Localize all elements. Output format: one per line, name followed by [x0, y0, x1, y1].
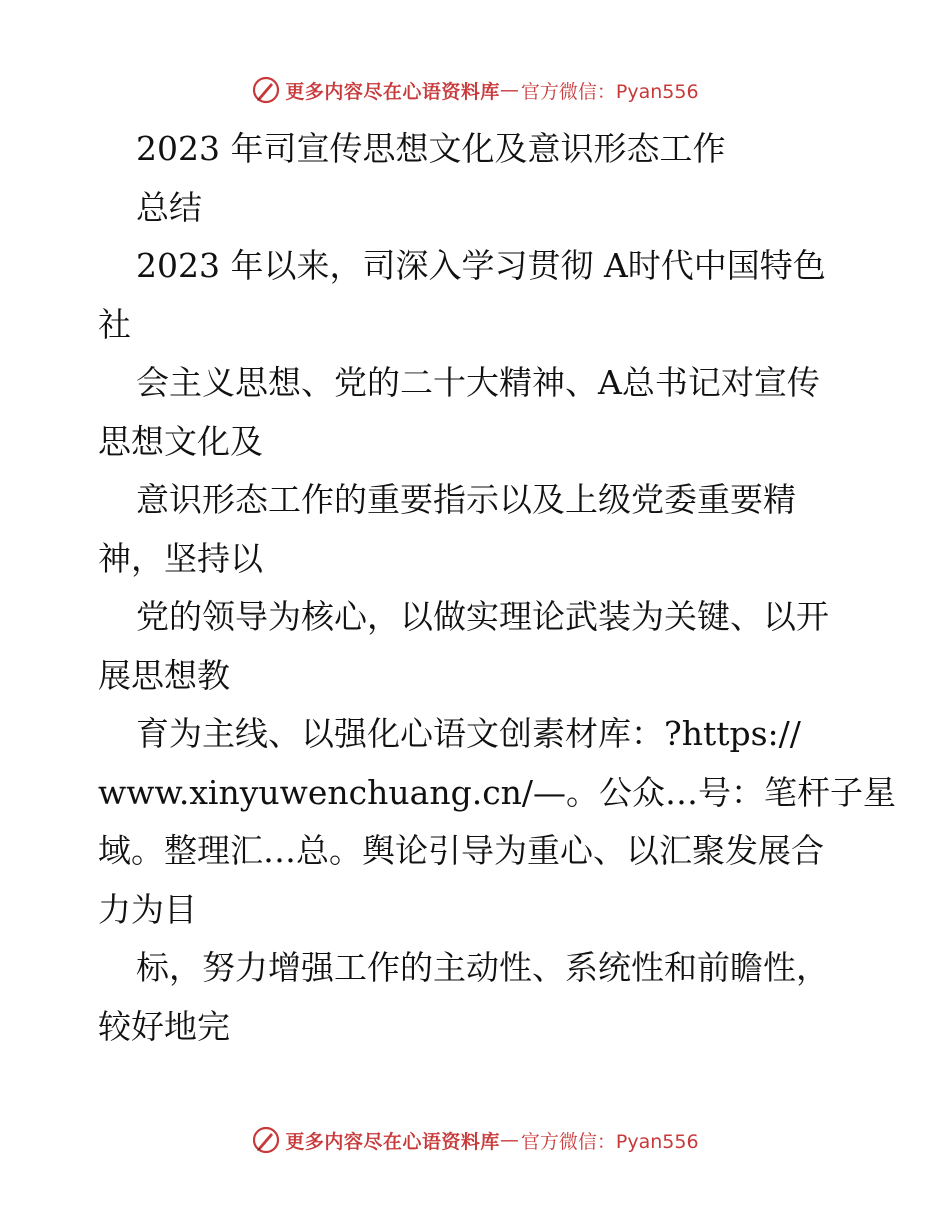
paragraph-line: 较好地完: [98, 1006, 230, 1046]
paragraph-line: 党的领导为核心，以做实理论武装为关键、以开: [136, 597, 829, 636]
watermark-separator: —: [499, 79, 519, 101]
paragraph-line: 会主义思想、党的二十大精神、A总书记对宣传: [136, 363, 820, 402]
title-line: 总结: [136, 187, 202, 227]
watermark-banner-top: [0, 70, 950, 110]
watermark-wechat: 官方微信：Pyan556: [520, 80, 699, 103]
paragraph-line: www.xinyuwenchuang.cn/—。公众…号：笔杆子星: [98, 772, 897, 812]
paragraph-line: 域。整理汇…总。舆论引导为重心、以汇聚发展合: [98, 831, 824, 870]
title-line: 2023 年司宣传思想文化及意识形态工作: [136, 129, 726, 168]
paragraph-line: 社: [98, 304, 131, 344]
paragraph-line: 展思想教: [98, 655, 230, 695]
quill-pen-icon: [251, 1125, 281, 1155]
watermark-brand: 更多内容尽在心语资料库: [285, 1130, 500, 1153]
watermark-brand: 更多内容尽在心语资料库: [285, 80, 500, 103]
paragraph-line: 标，努力增强工作的主动性、系统性和前瞻性，: [136, 948, 829, 987]
paragraph-line: 思想文化及: [98, 421, 263, 461]
quill-pen-icon: [251, 75, 281, 105]
document-body: [98, 120, 897, 1056]
paragraph-line: 力为目: [98, 889, 197, 929]
watermark-wechat: 官方微信：Pyan556: [520, 1130, 699, 1153]
paragraph-line: 2023 年以来，司深入学习贯彻 A时代中国特色: [136, 246, 826, 285]
watermark-banner-bottom: [0, 1120, 950, 1160]
watermark-separator: —: [499, 1129, 519, 1151]
paragraph-line: 意识形态工作的重要指示以及上级党委重要精: [136, 480, 796, 519]
paragraph-line: 神，坚持以: [98, 538, 263, 578]
paragraph-line: 育为主线、以强化心语文创素材库：?https://: [136, 714, 801, 753]
